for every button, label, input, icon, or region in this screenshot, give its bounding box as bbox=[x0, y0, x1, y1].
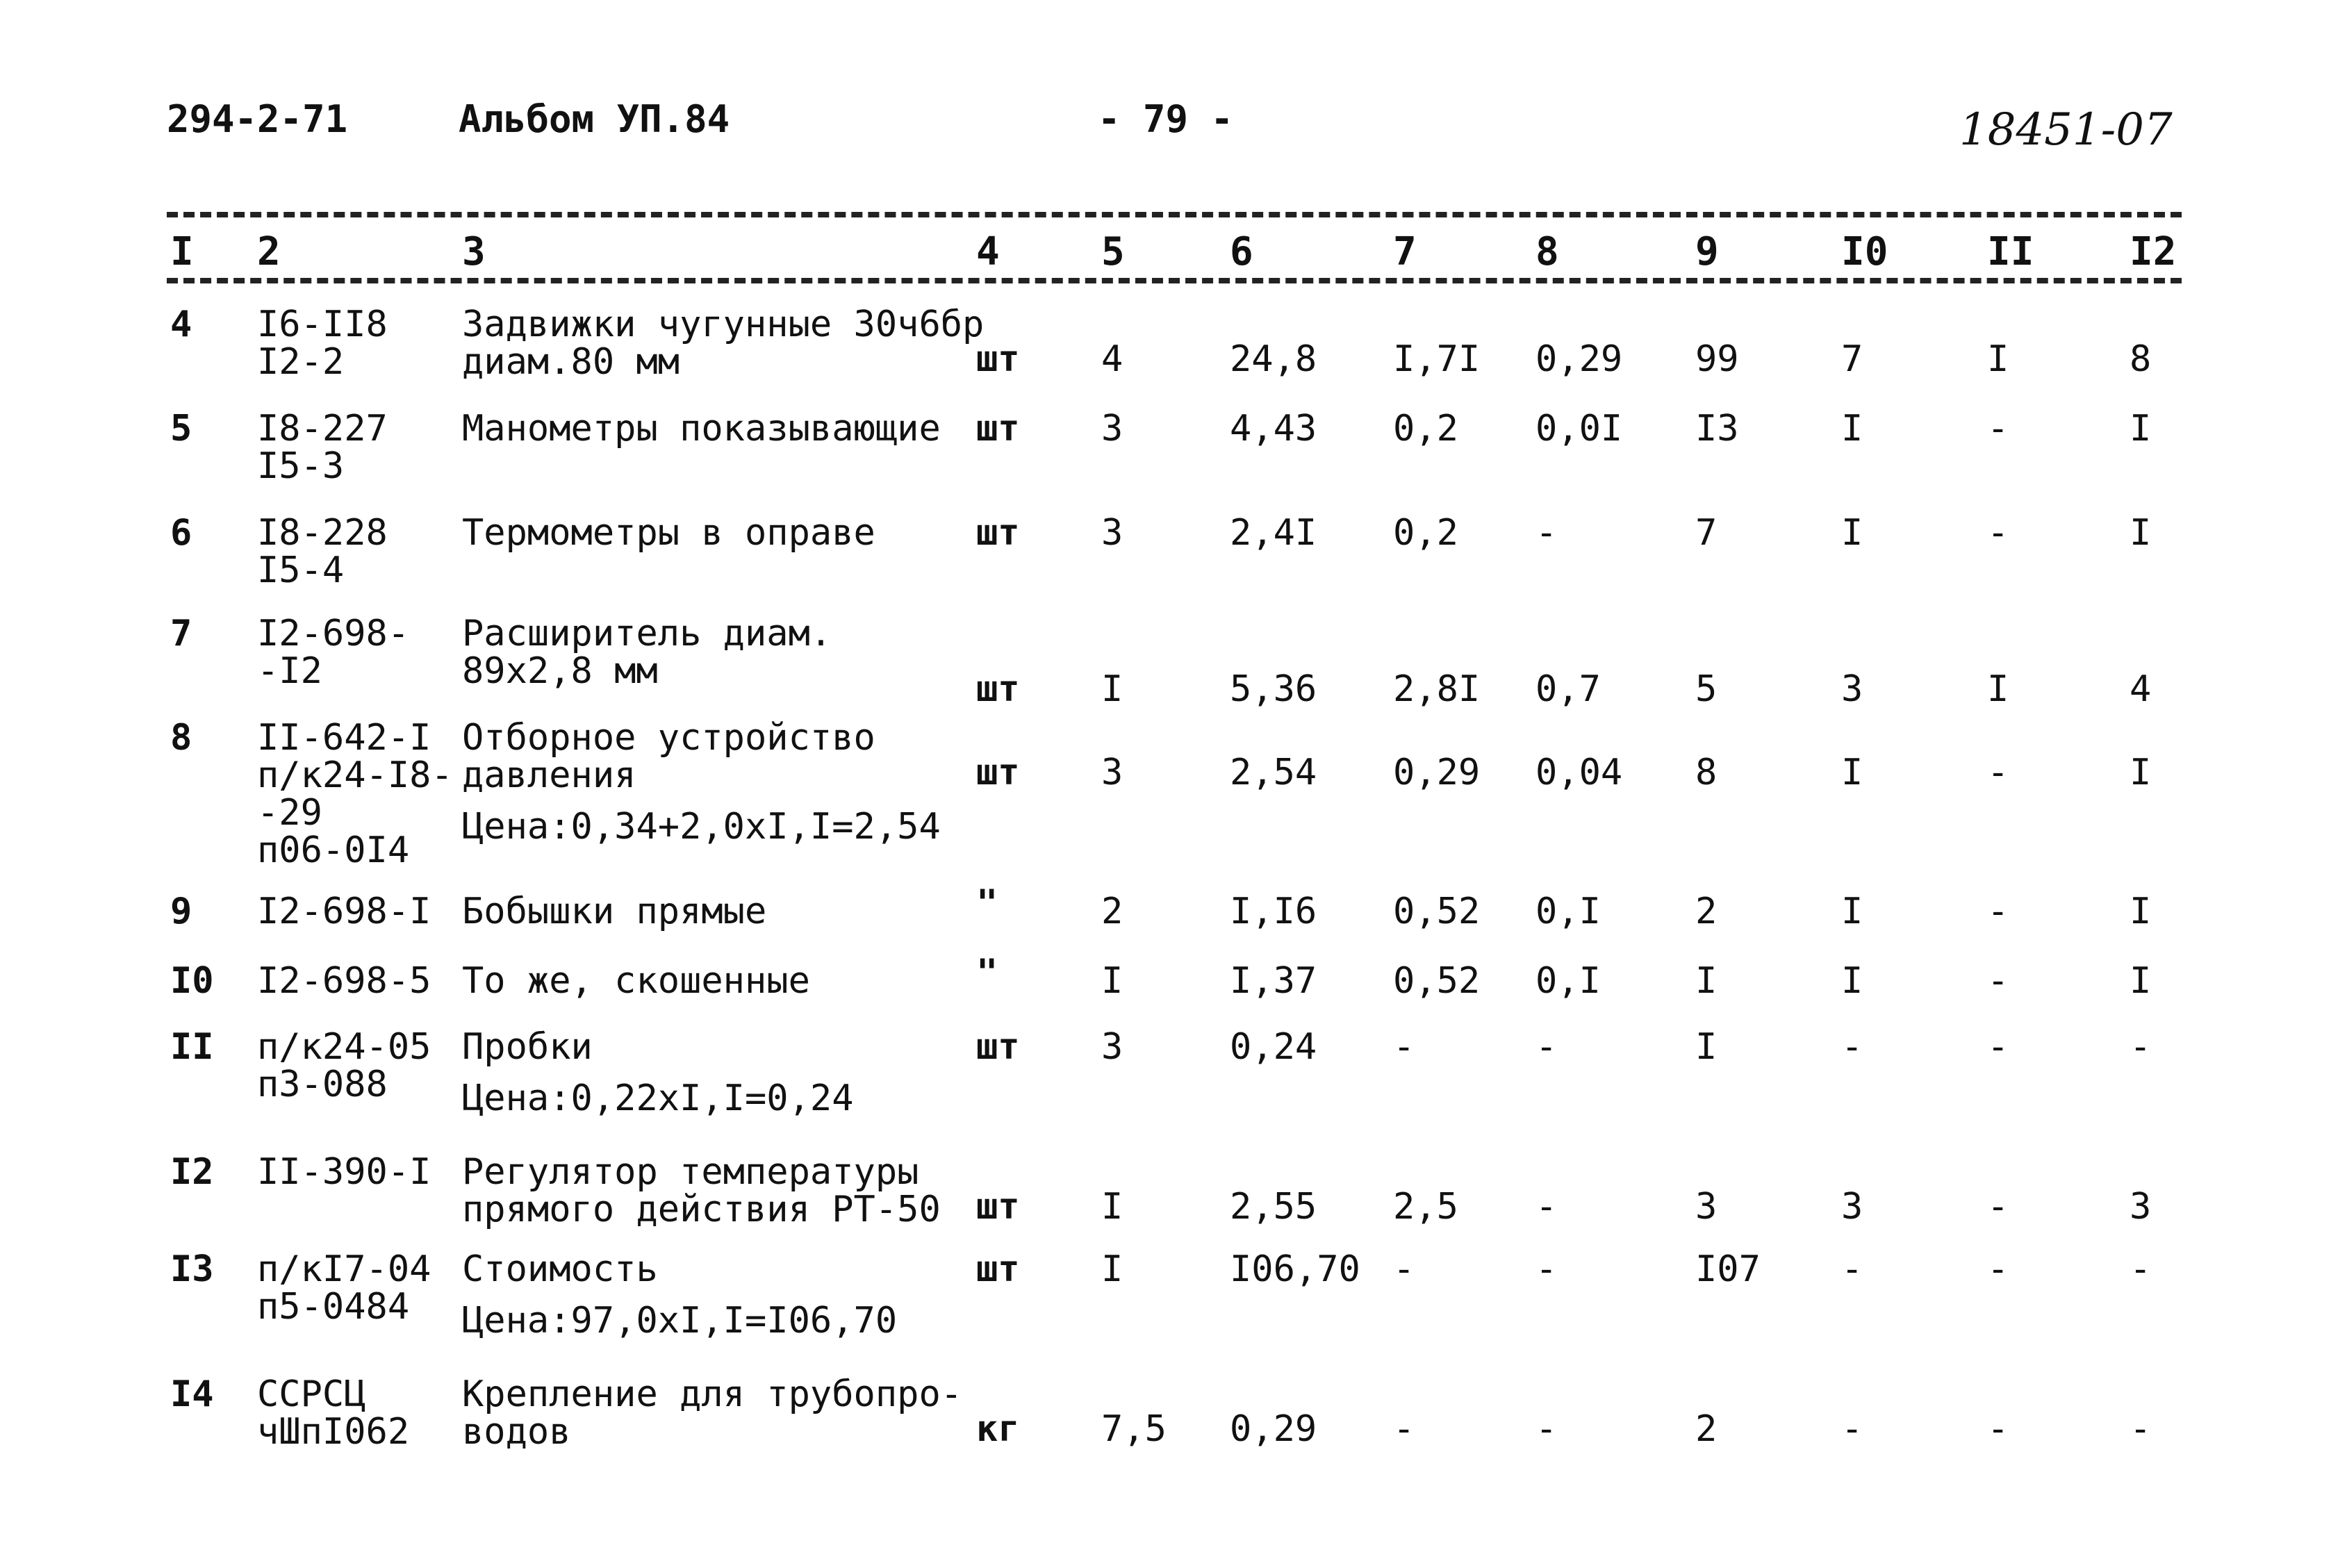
row-col-10: I bbox=[1841, 960, 1863, 1002]
row-code bbox=[257, 306, 388, 381]
row-number: I4 bbox=[170, 1373, 214, 1415]
row-qty: 3 bbox=[1101, 1026, 1123, 1068]
row-name-line: диам.80 мм bbox=[462, 341, 680, 383]
row-col-6: 5,36 bbox=[1230, 668, 1317, 710]
row-name-line: водов bbox=[462, 1411, 571, 1453]
row-col-9: I3 bbox=[1695, 408, 1739, 449]
row-code-line: I2-698-I bbox=[257, 891, 431, 932]
column-header-3: 3 bbox=[462, 229, 486, 274]
row-name-line: Отборное устройство bbox=[462, 717, 875, 759]
table-header-rule bbox=[167, 278, 2182, 283]
row-code-line: п06-0I4 bbox=[257, 830, 410, 871]
row-col-9: 5 bbox=[1695, 668, 1718, 710]
row-qty: I bbox=[1101, 668, 1123, 710]
row-name bbox=[462, 1028, 593, 1066]
row-col-11: - bbox=[1987, 960, 2009, 1002]
column-header-6: 6 bbox=[1230, 229, 1253, 274]
row-number: 9 bbox=[170, 891, 192, 932]
row-qty: 4 bbox=[1101, 338, 1123, 380]
row-name bbox=[462, 615, 832, 690]
column-header-1: I bbox=[170, 229, 194, 274]
row-number: 7 bbox=[170, 613, 192, 654]
row-unit: шт bbox=[976, 338, 1020, 380]
row-col-11: - bbox=[1987, 1408, 2009, 1450]
row-name bbox=[462, 410, 941, 447]
row-col-10: I bbox=[1841, 752, 1863, 793]
row-number: 4 bbox=[170, 304, 192, 345]
row-name-line: Стоимость bbox=[462, 1248, 658, 1290]
row-col-12: - bbox=[2130, 1026, 2152, 1068]
row-col-11: - bbox=[1987, 1186, 2009, 1228]
row-name-line: давления bbox=[462, 754, 636, 796]
row-code bbox=[257, 1028, 431, 1103]
row-col-9: 3 bbox=[1695, 1186, 1718, 1228]
row-col-11: - bbox=[1987, 891, 2009, 932]
row-col-7: 0,2 bbox=[1393, 512, 1458, 554]
row-code bbox=[257, 615, 409, 690]
row-col-9: I07 bbox=[1695, 1248, 1761, 1290]
row-unit: шт bbox=[976, 1026, 1020, 1068]
row-code-line: I5-3 bbox=[257, 445, 345, 487]
row-col-11: - bbox=[1987, 1026, 2009, 1068]
row-col-11: - bbox=[1987, 1248, 2009, 1290]
row-name-line: Задвижки чугунные 30ч6бр bbox=[462, 304, 985, 345]
row-col-10: - bbox=[1841, 1408, 1863, 1450]
column-header-8: 8 bbox=[1535, 229, 1559, 274]
row-col-6: 0,29 bbox=[1230, 1408, 1317, 1450]
row-code-line: I5-4 bbox=[257, 550, 345, 591]
row-col-9: 99 bbox=[1695, 338, 1739, 380]
row-code bbox=[257, 1153, 431, 1191]
row-code-line: п3-088 bbox=[257, 1064, 388, 1105]
row-code bbox=[257, 514, 388, 589]
row-name-line: Термометры в оправе bbox=[462, 512, 875, 554]
row-name-line: То же, скошенные bbox=[462, 960, 810, 1002]
column-header-4: 4 bbox=[976, 229, 1000, 274]
row-col-11: - bbox=[1987, 408, 2009, 449]
row-col-12: I bbox=[2130, 408, 2152, 449]
row-name bbox=[462, 893, 766, 930]
row-col-11: - bbox=[1987, 512, 2009, 554]
row-col-8: - bbox=[1535, 1248, 1558, 1290]
row-qty: I bbox=[1101, 960, 1123, 1002]
row-code-line: I8-227 bbox=[257, 408, 388, 449]
row-unit: шт bbox=[976, 408, 1020, 449]
row-name bbox=[462, 306, 984, 381]
column-header-7: 7 bbox=[1393, 229, 1417, 274]
row-col-6: I,37 bbox=[1230, 960, 1317, 1002]
row-col-8: 0,0I bbox=[1535, 408, 1623, 449]
row-col-12: 8 bbox=[2130, 338, 2152, 380]
row-col-8: 0,I bbox=[1535, 891, 1601, 932]
row-col-10: 3 bbox=[1841, 668, 1863, 710]
row-name bbox=[462, 514, 875, 552]
row-qty: 3 bbox=[1101, 752, 1123, 793]
row-col-12: - bbox=[2130, 1248, 2152, 1290]
album-title: Альбом УП.84 bbox=[459, 97, 730, 141]
row-col-8: 0,29 bbox=[1535, 338, 1623, 380]
handwritten-stamp: 18451-07 bbox=[1959, 104, 2173, 156]
row-col-12: 3 bbox=[2130, 1186, 2152, 1228]
row-col-7: 2,5 bbox=[1393, 1186, 1458, 1228]
row-code-line: ССРСЦ bbox=[257, 1373, 366, 1415]
row-code bbox=[257, 719, 453, 869]
page-number: - 79 - bbox=[1098, 97, 1234, 141]
column-header-9: 9 bbox=[1695, 229, 1719, 274]
row-col-12: - bbox=[2130, 1408, 2152, 1450]
row-col-12: I bbox=[2130, 512, 2152, 554]
row-unit: шт bbox=[976, 752, 1020, 793]
row-name-line: Бобышки прямые bbox=[462, 891, 767, 932]
row-code-line: -29 bbox=[257, 792, 322, 834]
row-col-7: I,7I bbox=[1393, 338, 1481, 380]
row-qty: 7,5 bbox=[1101, 1408, 1167, 1450]
row-col-6: 4,43 bbox=[1230, 408, 1317, 449]
column-header-11: II bbox=[1987, 229, 2034, 274]
row-unit: шт bbox=[976, 1186, 1020, 1228]
row-number: 8 bbox=[170, 717, 192, 759]
row-col-8: - bbox=[1535, 1026, 1558, 1068]
column-header-5: 5 bbox=[1101, 229, 1125, 274]
row-col-8: 0,04 bbox=[1535, 752, 1623, 793]
row-unit: шт bbox=[976, 668, 1020, 710]
doc-code: 294-2-71 bbox=[167, 97, 348, 141]
row-col-12: 4 bbox=[2130, 668, 2152, 710]
row-name-line: Пробки bbox=[462, 1026, 593, 1068]
row-col-7: - bbox=[1393, 1248, 1415, 1290]
row-name-line: Крепление для трубопро- bbox=[462, 1373, 963, 1415]
row-name-line: 89х2,8 мм bbox=[462, 650, 658, 692]
column-header-2: 2 bbox=[257, 229, 281, 274]
row-col-7: 0,52 bbox=[1393, 960, 1481, 1002]
row-number: I3 bbox=[170, 1248, 214, 1290]
row-name bbox=[462, 1373, 963, 1453]
row-col-10: 3 bbox=[1841, 1186, 1863, 1228]
row-name bbox=[462, 719, 875, 794]
row-col-7: 0,2 bbox=[1393, 408, 1458, 449]
row-price-note: Цена:0,22хI,I=0,24 bbox=[462, 1078, 854, 1119]
row-col-6: 2,55 bbox=[1230, 1186, 1317, 1228]
row-code-line: II-642-I bbox=[257, 717, 431, 759]
column-header-12: I2 bbox=[2130, 229, 2177, 274]
row-col-11: I bbox=[1987, 668, 2009, 710]
row-col-7: 2,8I bbox=[1393, 668, 1481, 710]
row-col-8: - bbox=[1535, 512, 1558, 554]
row-code-line: I2-2 bbox=[257, 341, 345, 383]
row-col-6: 2,4I bbox=[1230, 512, 1317, 554]
row-col-9: 2 bbox=[1695, 891, 1718, 932]
row-name-line: Манометры показывающие bbox=[462, 408, 941, 449]
row-name-line: Регулятор температуры bbox=[462, 1151, 919, 1193]
row-col-11: - bbox=[1987, 752, 2009, 793]
row-col-10: I bbox=[1841, 891, 1863, 932]
row-unit: шт bbox=[976, 512, 1020, 554]
row-col-12: I bbox=[2130, 891, 2152, 932]
row-col-6: I06,70 bbox=[1230, 1248, 1360, 1290]
row-col-10: 7 bbox=[1841, 338, 1863, 380]
row-col-8: - bbox=[1535, 1186, 1558, 1228]
row-code-line: -I2 bbox=[257, 650, 322, 692]
row-code-line: I2-698-5 bbox=[257, 960, 431, 1002]
row-col-9: I bbox=[1695, 1026, 1718, 1068]
row-col-7: 0,29 bbox=[1393, 752, 1481, 793]
row-col-6: 24,8 bbox=[1230, 338, 1317, 380]
row-col-7: - bbox=[1393, 1408, 1415, 1450]
row-code bbox=[257, 893, 431, 930]
row-price-note: Цена:0,34+2,0хI,I=2,54 bbox=[462, 806, 941, 848]
row-unit: шт bbox=[976, 1248, 1020, 1290]
row-qty: 2 bbox=[1101, 891, 1123, 932]
row-number: 5 bbox=[170, 408, 192, 449]
row-col-6: 2,54 bbox=[1230, 752, 1317, 793]
row-code-line: I2-698- bbox=[257, 613, 410, 654]
row-code-line: п5-0484 bbox=[257, 1286, 410, 1328]
row-code bbox=[257, 1248, 431, 1328]
row-unit: " bbox=[976, 882, 998, 924]
row-col-8: 0,7 bbox=[1535, 668, 1601, 710]
row-code-line: п/кI7-04 bbox=[257, 1248, 431, 1290]
row-unit: " bbox=[976, 952, 998, 993]
row-col-8: 0,I bbox=[1535, 960, 1601, 1002]
column-header-10: I0 bbox=[1841, 229, 1888, 274]
row-code bbox=[257, 962, 431, 1000]
row-name bbox=[462, 962, 810, 1000]
row-col-7: - bbox=[1393, 1026, 1415, 1068]
row-col-9: I bbox=[1695, 960, 1718, 1002]
row-number: 6 bbox=[170, 512, 192, 554]
row-col-6: I,I6 bbox=[1230, 891, 1317, 932]
row-col-9: 2 bbox=[1695, 1408, 1718, 1450]
row-code bbox=[257, 1373, 410, 1453]
row-name-line: прямого действия РТ-50 bbox=[462, 1189, 941, 1230]
row-col-9: 8 bbox=[1695, 752, 1718, 793]
row-name bbox=[462, 1153, 941, 1228]
row-col-7: 0,52 bbox=[1393, 891, 1481, 932]
row-col-9: 7 bbox=[1695, 512, 1718, 554]
row-qty: 3 bbox=[1101, 408, 1123, 449]
row-code-line: I8-228 bbox=[257, 512, 388, 554]
row-col-11: I bbox=[1987, 338, 2009, 380]
row-number: I0 bbox=[170, 960, 214, 1002]
row-code-line: п/к24-I8- bbox=[257, 754, 453, 796]
row-qty: I bbox=[1101, 1248, 1123, 1290]
row-name-line: Расширитель диам. bbox=[462, 613, 832, 654]
row-col-10: I bbox=[1841, 512, 1863, 554]
row-col-12: I bbox=[2130, 752, 2152, 793]
row-number: II bbox=[170, 1026, 214, 1068]
row-col-10: - bbox=[1841, 1026, 1863, 1068]
row-col-10: I bbox=[1841, 408, 1863, 449]
table-top-rule bbox=[167, 212, 2182, 217]
row-name bbox=[462, 1248, 658, 1290]
row-code-line: II-390-I bbox=[257, 1151, 431, 1193]
row-col-10: - bbox=[1841, 1248, 1863, 1290]
row-qty: 3 bbox=[1101, 512, 1123, 554]
row-code-line: п/к24-05 bbox=[257, 1026, 431, 1068]
row-col-12: I bbox=[2130, 960, 2152, 1002]
row-code-line: чШпI062 bbox=[257, 1411, 410, 1453]
row-qty: I bbox=[1101, 1186, 1123, 1228]
row-col-8: - bbox=[1535, 1408, 1558, 1450]
row-col-6: 0,24 bbox=[1230, 1026, 1317, 1068]
row-unit: кг bbox=[976, 1408, 1020, 1450]
row-code bbox=[257, 410, 388, 485]
row-price-note: Цена:97,0хI,I=I06,70 bbox=[462, 1300, 898, 1342]
row-code-line: I6-II8 bbox=[257, 304, 388, 345]
row-number: I2 bbox=[170, 1151, 214, 1193]
